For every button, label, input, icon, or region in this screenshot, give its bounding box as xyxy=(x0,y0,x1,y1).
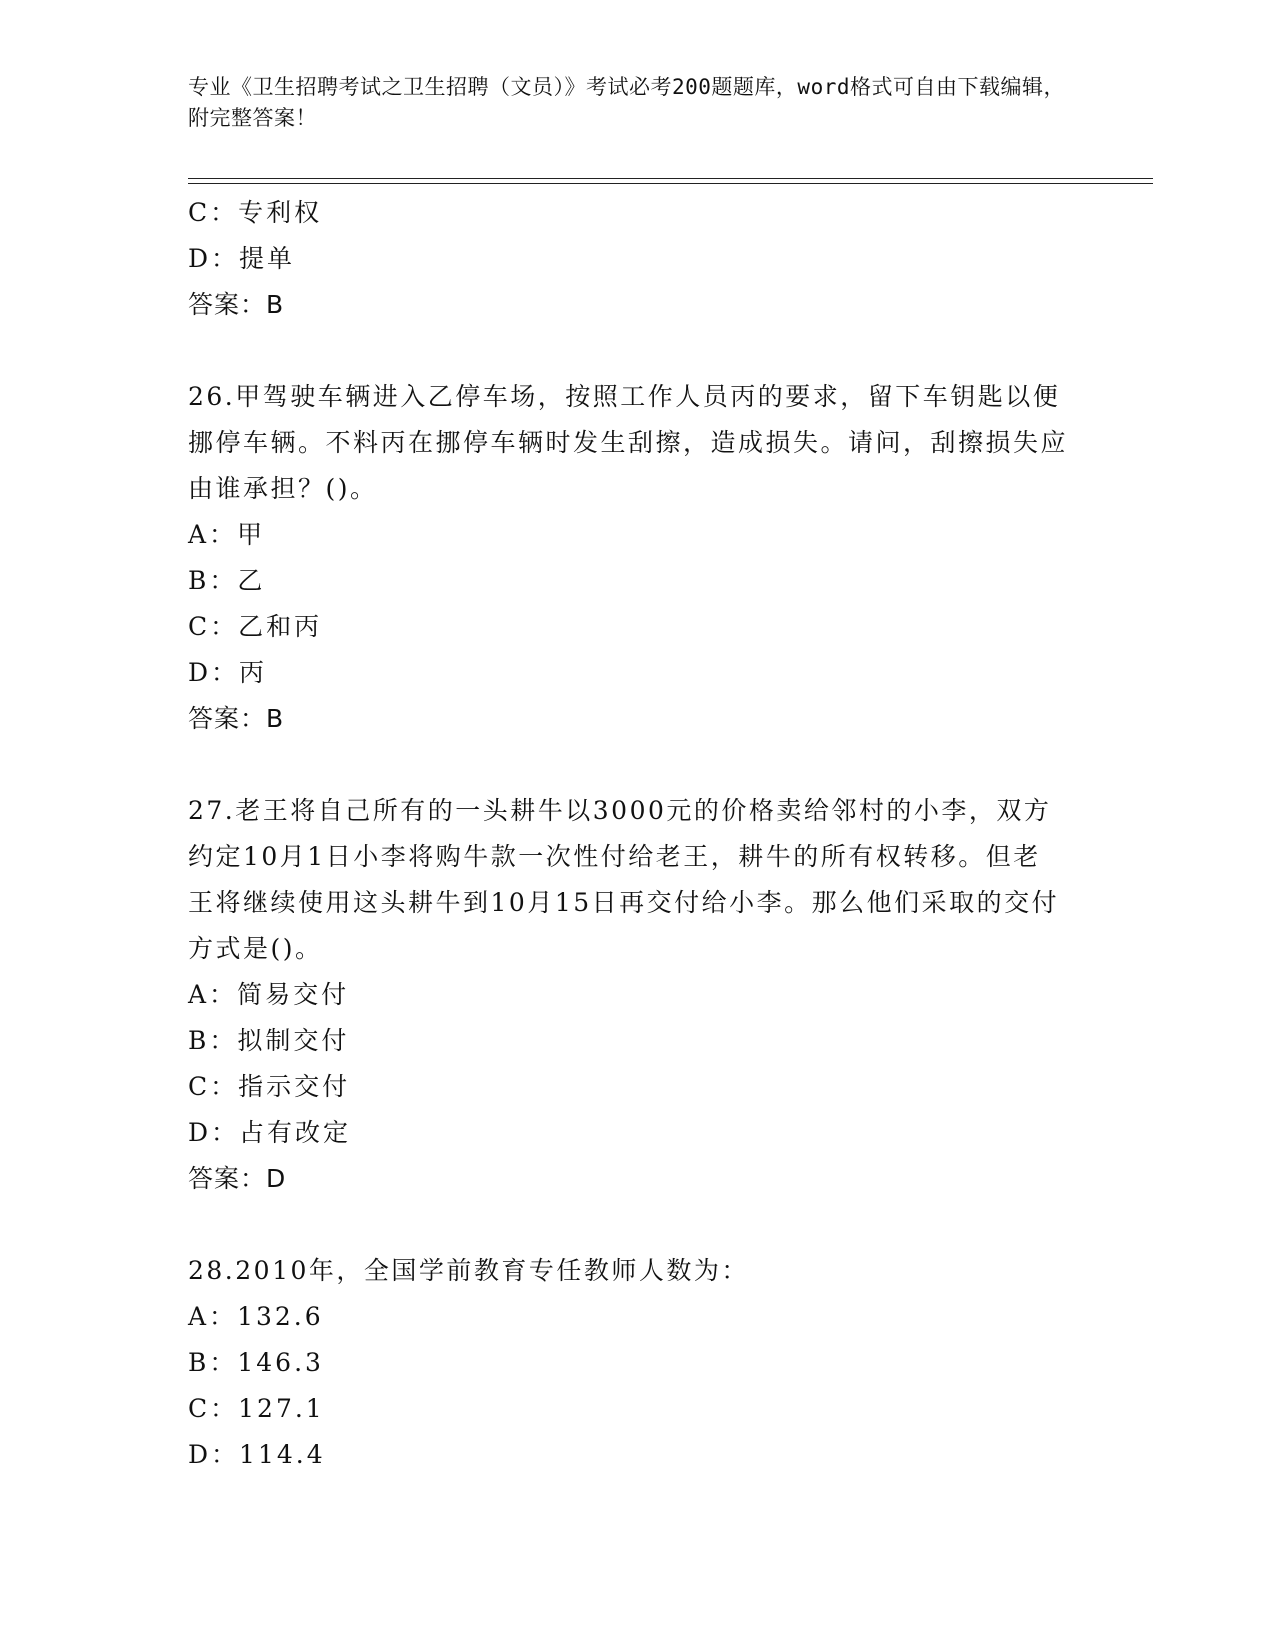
option-text: 占有改定 xyxy=(239,1118,352,1147)
option-text: 甲 xyxy=(237,520,266,549)
option-text: 简易交付 xyxy=(237,980,350,1009)
option-label: C： xyxy=(188,612,239,641)
option-label: B： xyxy=(188,1348,238,1377)
option-label: D： xyxy=(188,658,240,687)
option-label: C： xyxy=(188,198,239,227)
answer-line: 答案：B xyxy=(188,290,285,319)
header-divider-bottom xyxy=(188,183,1153,184)
option-text: 127.1 xyxy=(238,1394,325,1423)
option-label: B： xyxy=(188,566,238,595)
option-a xyxy=(188,972,1068,1018)
option-a xyxy=(188,512,1068,558)
question-stem: 26.甲驾驶车辆进入乙停车场，按照工作人员丙的要求，留下车钥匙以便挪停车辆。不料丙在挪停车辆时发生刮擦，造成损失。请问，刮擦损失应由谁承担？()。 xyxy=(188,382,1069,503)
option-text: 132.6 xyxy=(237,1302,324,1331)
option-label: A： xyxy=(188,520,238,549)
option-d xyxy=(188,650,1068,696)
option-label: C： xyxy=(188,1072,239,1101)
answer-line: 答案：B xyxy=(188,704,285,733)
option-text: 丙 xyxy=(239,658,268,687)
question-27 xyxy=(188,788,1068,1202)
option-label: D： xyxy=(188,1440,240,1469)
option-c xyxy=(188,1064,1068,1110)
option-c xyxy=(188,1386,1068,1432)
option-a xyxy=(188,1294,1068,1340)
header-divider-top xyxy=(188,178,1153,179)
option-label: A： xyxy=(188,980,238,1009)
option-text: 114.4 xyxy=(239,1440,326,1469)
spacer xyxy=(188,742,1068,788)
option-text: 拟制交付 xyxy=(237,1026,350,1055)
option-text: 提单 xyxy=(239,244,296,273)
answer-line: 答案：D xyxy=(188,1164,287,1193)
question-26 xyxy=(188,374,1068,742)
spacer xyxy=(188,328,1068,374)
question-stem: 28.2010年，全国学前教育专任教师人数为： xyxy=(188,1256,749,1285)
option-b xyxy=(188,1340,1068,1386)
document-header: 专业《卫生招聘考试之卫生招聘（文员）》考试必考200题题库，word格式可自由下载编辑，附完整答案！ xyxy=(188,75,1065,130)
spacer xyxy=(188,1202,1068,1248)
question-28 xyxy=(188,1248,1068,1478)
option-text: 专利权 xyxy=(238,198,323,227)
document-body xyxy=(188,190,1068,1478)
option-label: D： xyxy=(188,244,240,273)
option-text: 乙 xyxy=(237,566,266,595)
option-d xyxy=(188,1110,1068,1156)
option-text: 146.3 xyxy=(237,1348,324,1377)
option-label: D： xyxy=(188,1118,240,1147)
option-label: A： xyxy=(188,1302,238,1331)
option-c xyxy=(188,190,1068,236)
option-label: B： xyxy=(188,1026,238,1055)
continued-question-block xyxy=(188,190,1068,328)
option-d xyxy=(188,1432,1068,1478)
option-label: C： xyxy=(188,1394,239,1423)
option-c xyxy=(188,604,1068,650)
option-b xyxy=(188,1018,1068,1064)
option-text: 乙和丙 xyxy=(238,612,323,641)
option-b xyxy=(188,558,1068,604)
option-text: 指示交付 xyxy=(238,1072,351,1101)
option-d xyxy=(188,236,1068,282)
question-stem: 27.老王将自己所有的一头耕牛以3000元的价格卖给邻村的小李，双方约定10月1日小李将购牛款一次性付给老王，耕牛的所有权转移。但老王将继续使用这头耕牛到10月15日再交付给小李。那么他们采取的交付方式是()。 xyxy=(188,796,1060,963)
